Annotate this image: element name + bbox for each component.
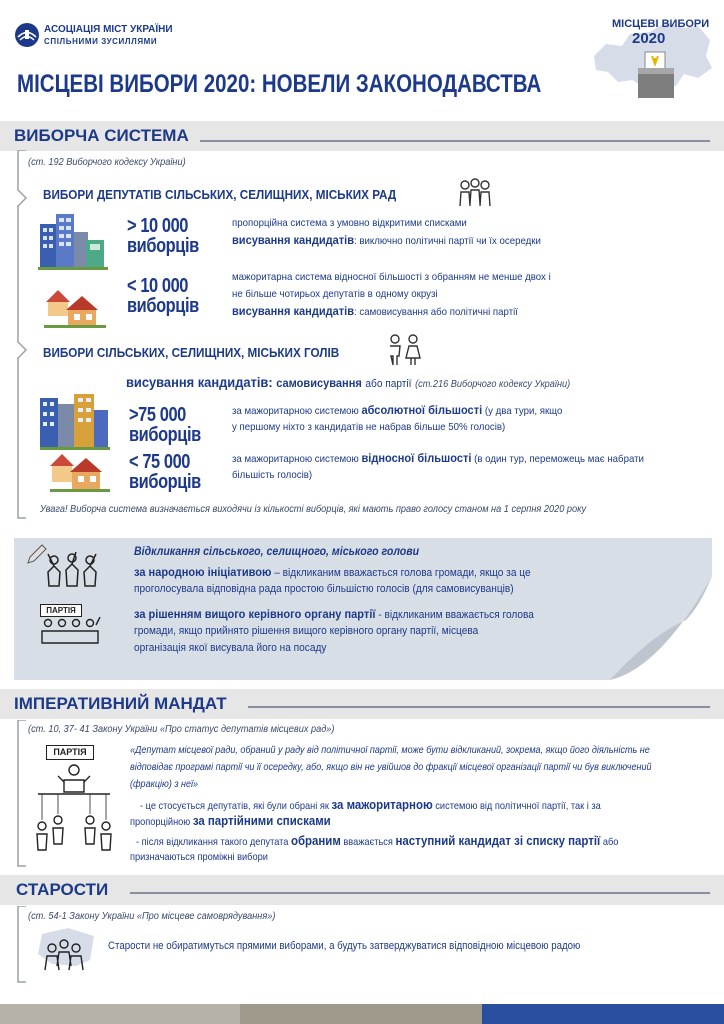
nomination-text: : самовисування або політичні партії	[354, 306, 518, 318]
majority-relative: відносної більшості	[361, 451, 472, 465]
mandate-p1-line2	[130, 813, 331, 830]
divider	[248, 706, 710, 708]
footer-bar-blue	[482, 1004, 724, 1024]
nomination-label: висування кандидатів	[232, 233, 355, 247]
section-bracket	[10, 150, 30, 520]
party-sign	[40, 604, 82, 617]
people-group-icon	[458, 178, 492, 208]
threshold-unit: виборців	[129, 424, 201, 446]
starosty-title: СТАРОСТИ	[16, 880, 109, 899]
recall-item2-line1	[134, 607, 534, 623]
village-houses-icon	[44, 280, 106, 328]
starosty-bar	[0, 875, 724, 905]
recall-title: Відкликання сільського, селищного, міського голови	[134, 546, 420, 558]
divider	[200, 140, 710, 142]
starosty-text: Старости не обиратимуться прямими виборами, а будуть затверджуватися відповідною місцевою радою	[108, 940, 581, 952]
mandate-quote-line3: (фракцію) з неї»	[130, 778, 199, 790]
deputies-title: ВИБОРИ ДЕПУТАТІВ СІЛЬСЬКИХ, СЕЛИЩНИХ, МІСЬКИХ РАД	[43, 187, 397, 202]
mandate-citation: (ст. 10, 37- 41 Закону України «Про статус депутатів місцевих рад»)	[28, 724, 335, 735]
heads-row1-line1	[232, 403, 562, 419]
mandate-p1-text: - це стосується депутатів, які були обрані як	[140, 800, 329, 812]
mandate-p2-line1	[136, 833, 618, 850]
association-logo-icon	[14, 22, 40, 48]
system-text: за мажоритарною системою	[232, 453, 359, 465]
heads-nomination	[126, 374, 570, 390]
heads-row2-line1	[232, 451, 644, 467]
heads-row2-line2: більшість голосів)	[232, 469, 313, 481]
ballot-box-icon	[636, 50, 676, 100]
heads-row1-line2: у першому ніхто з кандидатів не набрав більше 50% голосів)	[232, 421, 506, 433]
mandate-p2-text: - після відкликання такого депутата	[136, 836, 289, 848]
mandate-p1-text2: системою від політичної партії, так і за	[435, 800, 601, 812]
section-bracket	[10, 906, 30, 986]
tall-buildings-icon	[40, 392, 110, 450]
city-buildings-icon	[38, 210, 108, 272]
nomination-citation: (ст.216 Виборчого кодексу України)	[415, 379, 571, 390]
footer-bar-mid	[240, 1004, 482, 1024]
threshold-over-10k: > 10 000	[127, 215, 189, 237]
recall-item2-line2: громади, якщо прийнято рішення вищого керівного органу партії, місцева	[134, 625, 479, 637]
page-curl-decoration	[590, 576, 714, 682]
recall-item2-line3: організація якої висувала його на посаду	[134, 642, 327, 654]
mandate-p1-line1	[140, 797, 601, 814]
recall-initiative-text: – відкликаним вважається голова громади, якщо за це	[271, 567, 531, 579]
recall-initiative: за народною ініціативою	[134, 565, 272, 579]
majority-absolute: абсолютної більшості	[361, 403, 483, 417]
recall-item1-line1	[134, 565, 531, 581]
nomination-self: самовисування	[276, 376, 362, 390]
mandate-majoritarian: за мажоритарною	[331, 797, 433, 812]
deputies-row1-line1: пропорційна система з умовно відкритими списками	[232, 217, 467, 229]
party-sign-label: ПАРТІЯ	[46, 606, 76, 615]
org-slogan: СПІЛЬНИМИ ЗУСИЛЛЯМИ	[44, 37, 158, 46]
system-note: (у два тури, якщо	[484, 405, 563, 417]
man-woman-icon	[386, 334, 422, 366]
deputies-row2-line3	[232, 304, 518, 320]
electoral-note: Увага! Виборча система визначається виходячи із кількості виборців, які мають право голосу станом на 1 серпня 2020 року	[40, 504, 587, 515]
mandate-p2-line2: призначаються проміжні вибори	[130, 851, 268, 863]
header	[0, 0, 724, 118]
mandate-party-lists: за партійними списками	[192, 813, 331, 828]
deputies-row2-line2: не більше чотирьох депутатів в одному окрузі	[232, 288, 438, 300]
mandate-p2-mid: вважається	[343, 836, 393, 848]
recall-party-decision: за рішенням вищого керівного органу партії	[134, 607, 376, 621]
system-text: за мажоритарною системою	[232, 405, 359, 417]
mandate-next-candidate: наступний кандидат зі списку партії	[395, 833, 601, 848]
deputies-row1-line2	[232, 233, 541, 249]
town-houses-icon	[50, 448, 110, 492]
page-title: МІСЦЕВІ ВИБОРИ 2020: НОВЕЛИ ЗАКОНОДАВСТВА	[17, 70, 542, 98]
threshold-over-75k: >75 000	[129, 404, 186, 426]
nomination-label: висування кандидатів:	[126, 374, 273, 390]
threshold-unit: виборців	[127, 295, 199, 317]
village-elders-icon	[28, 926, 98, 974]
electoral-system-title: ВИБОРЧА СИСТЕМА	[14, 126, 189, 145]
section-bracket	[10, 720, 30, 870]
threshold-unit: виборців	[127, 235, 199, 257]
mandate-title: ІМПЕРАТИВНИЙ МАНДАТ	[14, 694, 227, 713]
nomination-label: висування кандидатів	[232, 304, 355, 318]
badge-year: 2020	[632, 30, 666, 47]
crowd-voting-icon	[42, 552, 102, 596]
nomination-parties: або партії	[365, 378, 412, 390]
threshold-under-10k: < 10 000	[127, 275, 189, 297]
electoral-citation: (ст. 192 Виборчого кодексу України)	[28, 157, 186, 168]
mandate-elected: обраним	[290, 833, 341, 848]
system-note: (в один тур, переможець має набрати	[474, 453, 644, 465]
org-name: АСОЦІАЦІЯ МІСТ УКРАЇНИ	[44, 24, 173, 35]
mandate-quote-line1: «Депутат місцевої ради, обраний у раду від політичної партії, може бути відкликаний, зокрема, якщо його діяльність не	[130, 744, 650, 756]
mandate-proportional: пропорційною	[130, 816, 191, 828]
badge-title: МІСЦЕВІ ВИБОРИ	[612, 18, 710, 30]
starosty-citation: (ст. 54-1 Закону України «Про місцеве самоврядування»)	[28, 911, 276, 922]
divider	[130, 892, 710, 894]
party-sign-label: ПАРТІЯ	[53, 747, 87, 757]
nomination-text: : виключно політичні партії чи їх осередки	[354, 235, 541, 247]
threshold-unit: виборців	[129, 471, 201, 493]
party-council-icon	[40, 617, 104, 645]
recall-party-text: - відкликаним вважається голова	[375, 609, 534, 621]
puppet-deputies-icon	[28, 758, 120, 858]
mandate-quote-line2: відповідає програмі партії чи її осередку, або, якщо він не увійшов до фракції місцевої організації партії чи був виключений	[130, 761, 652, 773]
deputies-row2-line1: мажоритарна система відносної більшості з обранням не менше двох і	[232, 271, 551, 283]
recall-item1-line2: проголосувала відповідна рада простою більшістю голосів (для самовисуванців)	[134, 583, 514, 595]
heads-title: ВИБОРИ СІЛЬСЬКИХ, СЕЛИЩНИХ, МІСЬКИХ ГОЛІВ	[43, 345, 340, 360]
mandate-p2-post: або	[602, 836, 619, 848]
threshold-under-75k: < 75 000	[129, 451, 191, 473]
